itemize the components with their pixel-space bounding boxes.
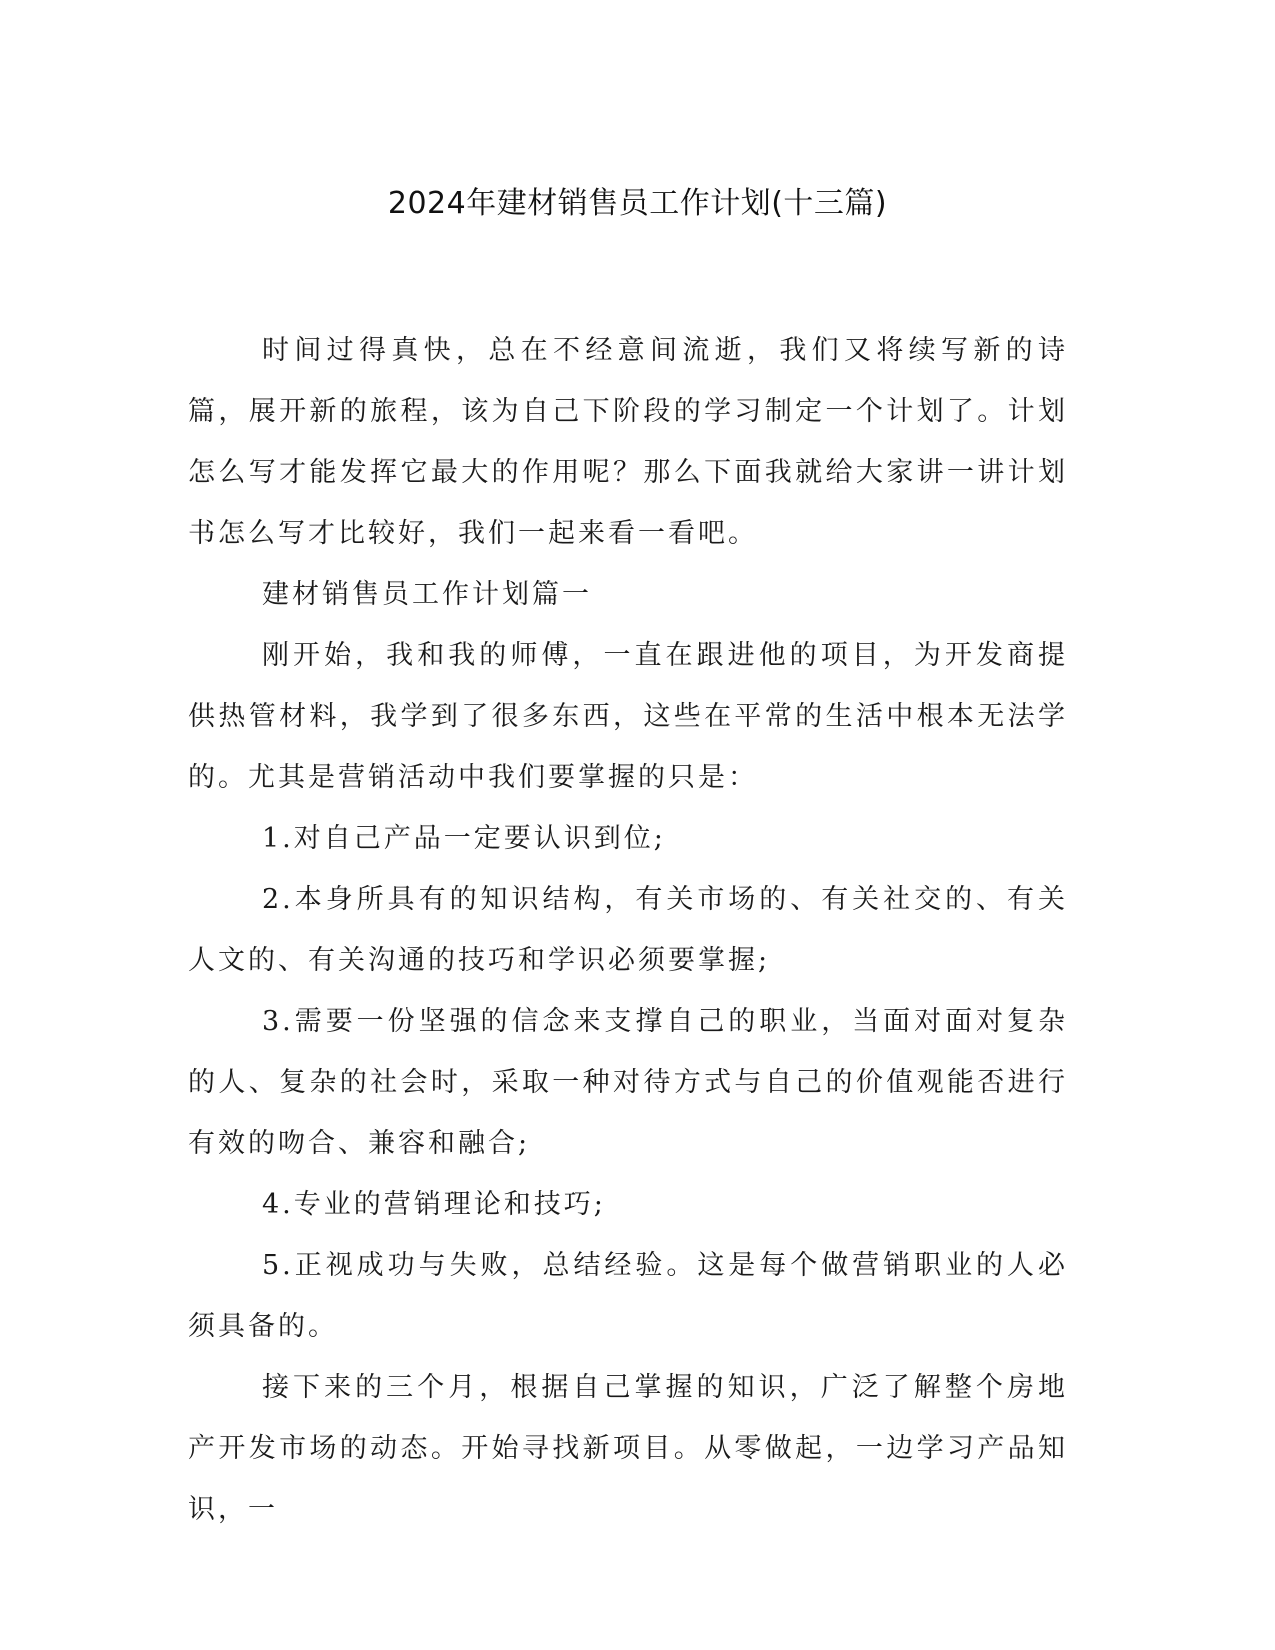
list-item: 5.正视成功与失败，总结经验。这是每个做营销职业的人必须具备的。 [188, 1250, 1068, 1342]
list-item: 1.对自己产品一定要认识到位; [262, 823, 666, 854]
section-heading: 建材销售员工作计划篇一 [262, 579, 592, 610]
paragraph-intro: 时间过得真快，总在不经意间流逝，我们又将续写新的诗篇，展开新的旅程，该为自己下阶段的学习制定一个计划了。计划怎么写才能发挥它最大的作用呢？那么下面我就给大家讲一讲计划书怎么写才比较好，我们一起来看一看吧。 [188, 335, 1068, 549]
list-item: 2.本身所具有的知识结构，有关市场的、有关社交的、有关人文的、有关沟通的技巧和学识必须要掌握; [188, 884, 1068, 976]
list-item: 4.专业的营销理论和技巧; [262, 1189, 606, 1220]
paragraph: 刚开始，我和我的师傅，一直在跟进他的项目，为开发商提供热管材料，我学到了很多东西，这些在平常的生活中根本无法学的。尤其是营销活动中我们要掌握的只是： [188, 640, 1068, 793]
document-title: 2024年建材销售员工作计划(十三篇) [387, 186, 888, 221]
paragraph: 接下来的三个月，根据自己掌握的知识，广泛了解整个房地产开发市场的动态。开始寻找新项目。从零做起，一边学习产品知识，一 [188, 1372, 1068, 1525]
document-body [188, 320, 1068, 1540]
list-item: 3.需要一份坚强的信念来支撑自己的职业，当面对面对复杂的人、复杂的社会时，采取一种对待方式与自己的价值观能否进行有效的吻合、兼容和融合; [188, 1006, 1068, 1159]
